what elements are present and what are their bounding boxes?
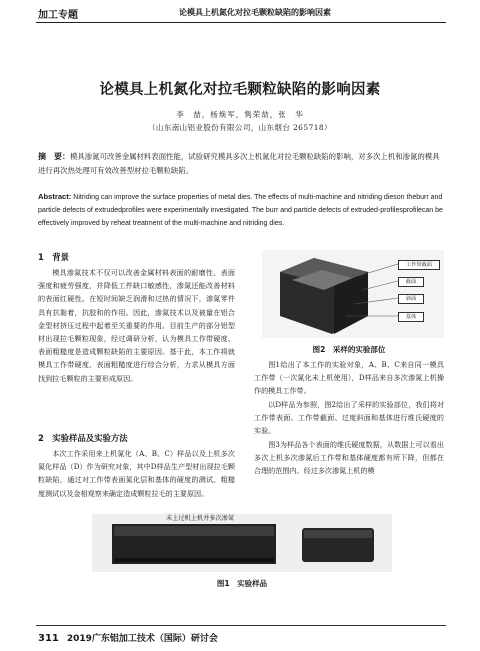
section2-text: 本次工作采用来上机氮化（A、B、C）样品以及上机多次氮化样品（D）作为研究对象，其中D样品生产型材出现拉毛颗粒缺陷，通过对工作带表面氮化层和基体的硬度的测试、粗糙度测试以及金相观察来确定造成颗粒拉毛的主要原因。 (38, 449, 235, 498)
page-number: 311 (38, 633, 59, 644)
section1-text: 模具渗氮技术不仅可以改善金属材料表面的耐磨性、表面强度和疲劳强度，并降低工件缺口敏感性，渗氮还能改善材料的表面红硬性。在短时间缺乏润滑和过热的情况下，渗氮零件具有抗黏着，抗胶和的作用。因此，渗氮技术以及被量在铝合金型材挤压过程中起着至关重要的作用。目前生产的部分铝型材出现拉毛颗粒现象，经过调研分析，认为模具工作带硬度、表面粗糙度是造成颗粒缺陷的主要原因。基于此，本工作将就模具工作带硬度、表面粗糙度进行综合分析，力求从模具方面找到拉毛颗粒的主要形成原因。 (38, 268, 235, 383)
figure2-caption: 图2 采样的实验部位 (312, 345, 386, 354)
footer (38, 631, 218, 644)
figure1-caption: 图1 实验样品 (216, 579, 268, 588)
paper-title: 论模具上机氮化对拉毛颗粒缺陷的影响因素 (99, 82, 381, 98)
figure2-label-matrix: 基体 (398, 312, 424, 322)
header-running-title: 论模具上机氮化对拉毛颗粒缺陷的影响因素 (179, 8, 331, 17)
abstract-en-label: Abstract: (38, 192, 72, 201)
header-rule (36, 22, 446, 23)
right-paragraph-1: 图1给出了本工作的实验对象，A、B、C来自同一模具工作带（一次氮化未上机使用），D样品来自多次渗氮上机操作的模具工作带。 (254, 360, 444, 396)
section1-heading: 1 背景 (38, 252, 69, 262)
abstract-zh (38, 150, 444, 178)
figure2-label-working-band-section: 工作带截面 (398, 260, 440, 270)
section2-heading: 2 实验样品及实验方法 (38, 433, 128, 443)
figure1-image (92, 514, 392, 572)
figure2-label-bevel: 斜面 (398, 294, 424, 304)
abstract-zh-label: 摘 要： (38, 152, 70, 161)
right-paragraph-3: 图3为样品各个表面的维氏硬度数据，从数据上可以看出多次上机多次渗氮后工作带和基体硬度都有所下降，但都在合理的范围内。经过多次渗氮上机的模 (254, 440, 444, 476)
figure2-image (262, 250, 444, 338)
abstract-zh-text: 模具渗氮可改善金属材料表面性能，试验研究模具多次上机氮化对拉毛颗粒缺陷的影响，对多次上机和渗氮的模具进行再次热处理可有效改善型材拉毛颗粒缺陷。 (38, 152, 440, 175)
authors: 李 喆，杨焕军，隽荣劼，张 华 (176, 110, 304, 119)
affiliation: （山东南山铝业股份有限公司，山东烟台 265718） (148, 123, 332, 132)
footer-rule (36, 625, 446, 626)
figure1-overlay-label: 未上过机上机并多次渗氮 (166, 515, 235, 522)
header-section-label: 加工专题 (38, 10, 78, 21)
abstract-en-text: Nitriding can improve the surface properties of metal dies. The effects of multi-machine and nitriding dieson theburr and particle defects of extrudedprofiles were experimentally investigated. The burr and particle defects of extruded-profilesprofilecan be effectively improved by reheat treatment of the multi-machine and nitriding dies. (38, 194, 443, 227)
right-paragraph-2: 以D样品为参照，图2给出了采样的实验部位，我们将对工作带表面、工作带截面、过度斜面和基体进行维氏硬度的实验。 (254, 400, 444, 436)
footer-text: 2019广东铝加工技术（国际）研讨会 (66, 634, 218, 644)
figure2-label-section: 截面 (398, 277, 424, 287)
abstract-en (38, 190, 444, 230)
figure1-photo (92, 514, 392, 572)
